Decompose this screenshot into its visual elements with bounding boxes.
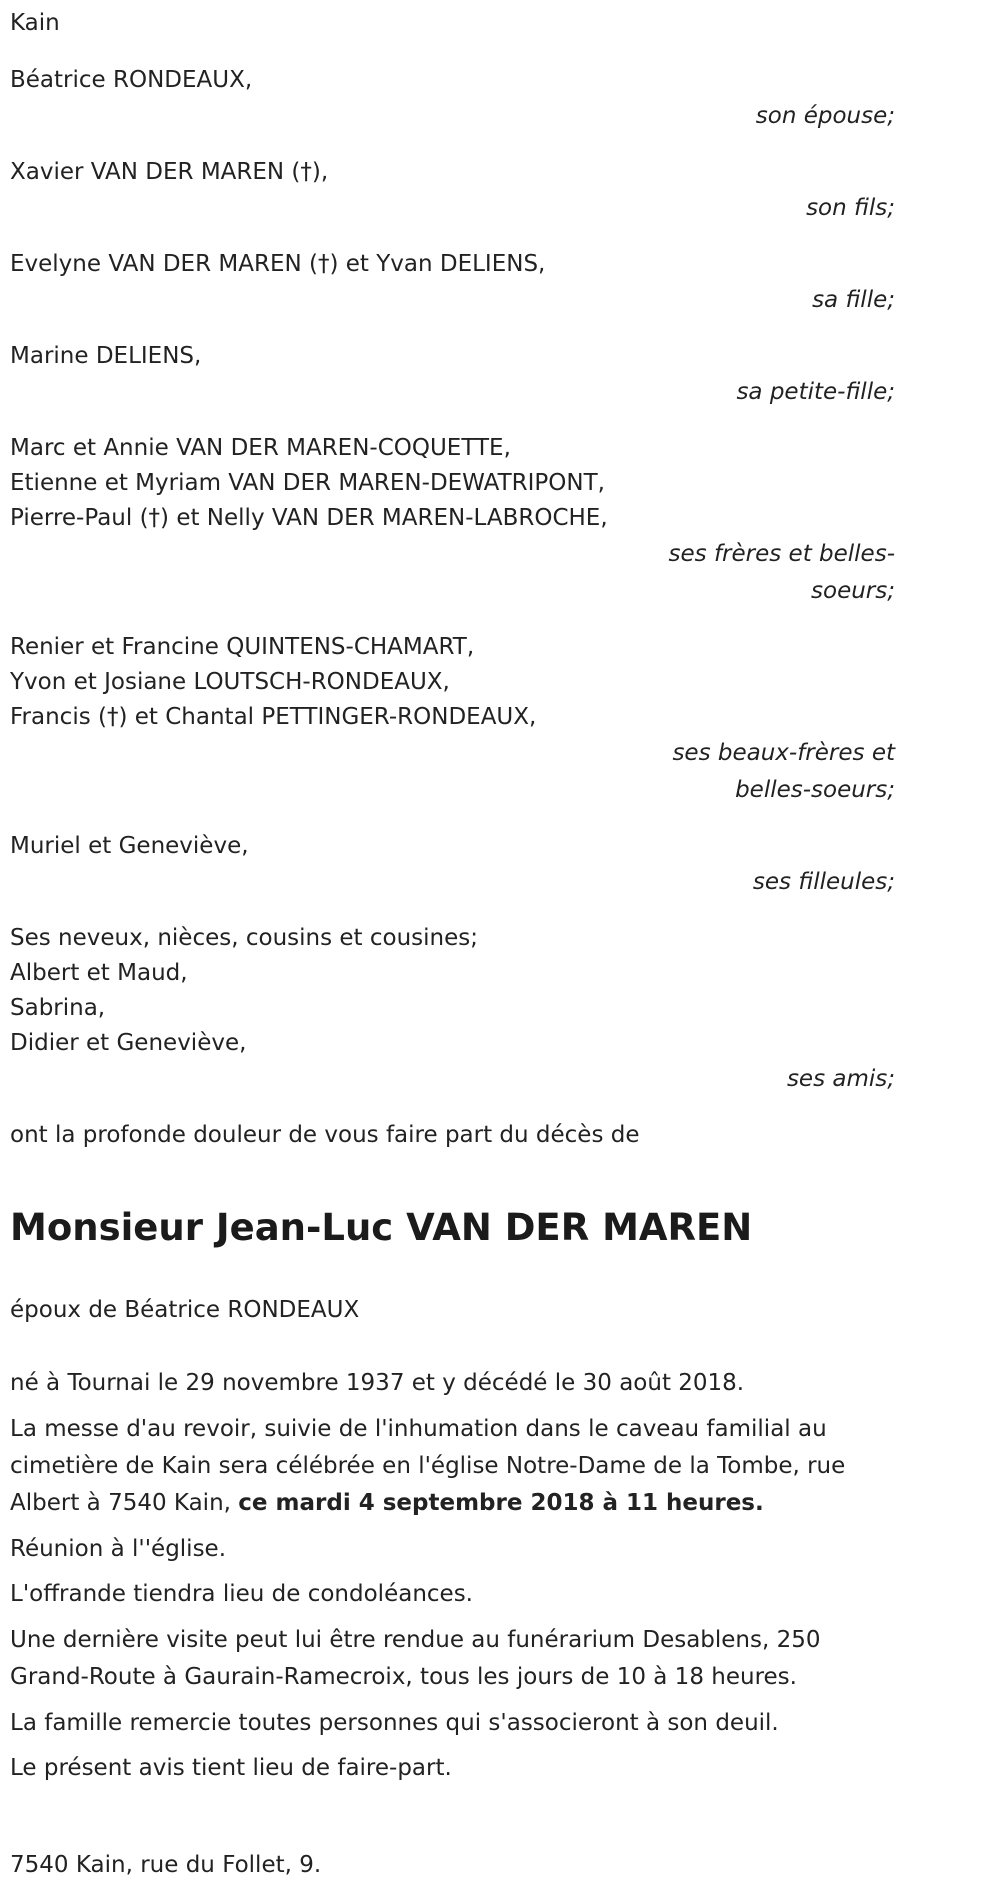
family-relation: ses filleules; <box>752 869 895 895</box>
family-name: Pierre-Paul (†) et Nelly VAN DER MAREN-LABROCHE, <box>10 505 608 531</box>
offrande-line: L'offrande tiendra lieu de condoléances. <box>10 1581 473 1607</box>
family-relation: ses frères et belles- soeurs; <box>668 541 895 604</box>
family-relation: son fils; <box>806 195 895 221</box>
family-name: Marine DELIENS, <box>10 343 202 369</box>
address-line: 7540 Kain, rue du Follet, 9. <box>10 1852 322 1878</box>
family-relation: sa fille; <box>812 287 895 313</box>
family-name: Etienne et Myriam VAN DER MAREN-DEWATRIPONT, <box>10 470 605 496</box>
family-group-spouse <box>10 63 895 135</box>
obituary-notice <box>10 6 895 1883</box>
avis-line: Le présent avis tient lieu de faire-part. <box>10 1755 452 1781</box>
family-name: Béatrice RONDEAUX, <box>10 67 253 93</box>
deceased-name: Monsieur Jean-Luc VAN DER MAREN <box>10 1206 753 1249</box>
family-group-granddaughter <box>10 339 895 411</box>
family-name: Albert et Maud, <box>10 960 188 986</box>
thanks-line: La famille remercie toutes personnes qui s'associeront à son deuil. <box>10 1710 779 1736</box>
family-relation: ses beaux-frères et belles-soeurs; <box>672 740 895 803</box>
family-name: Ses neveux, nièces, cousins et cousines; <box>10 925 479 951</box>
family-name: Evelyne VAN DER MAREN (†) et Yvan DELIENS, <box>10 251 546 277</box>
mass-paragraph: La messe d'au revoir, suivie de l'inhumation dans le caveau familial au cimetière de Kain sera célébrée en l'église Notre-Dame de la Tombe, rue Albert à 7540 Kain, ce mardi 4 septembre 2018 à 11 heures. <box>10 1416 846 1516</box>
family-group-in-laws <box>10 630 895 809</box>
family-relation: ses amis; <box>786 1066 895 1092</box>
family-group-son <box>10 155 895 227</box>
family-name: Yvon et Josiane LOUTSCH-RONDEAUX, <box>10 669 450 695</box>
family-name: Xavier VAN DER MAREN (†), <box>10 159 329 185</box>
family-relation: sa petite-fille; <box>736 379 895 405</box>
mass-date: ce mardi 4 septembre 2018 à 11 heures. <box>238 1490 764 1516</box>
place-line: Kain <box>10 10 60 36</box>
family-name: Didier et Geneviève, <box>10 1030 247 1056</box>
announcement-line: ont la profonde douleur de vous faire part du décès de <box>10 1122 640 1148</box>
family-name: Francis (†) et Chantal PETTINGER-RONDEAUX, <box>10 704 537 730</box>
family-name: Sabrina, <box>10 995 106 1021</box>
spouse-line: époux de Béatrice RONDEAUX <box>10 1297 360 1323</box>
family-group-friends <box>10 921 895 1098</box>
family-name: Muriel et Geneviève, <box>10 833 249 859</box>
family-group-daughter <box>10 247 895 319</box>
visit-paragraph: Une dernière visite peut lui être rendue au funérarium Desablens, 250 Grand-Route à Gaurain-Ramecroix, tous les jours de 10 à 18 heures. <box>10 1627 821 1690</box>
family-name: Renier et Francine QUINTENS-CHAMART, <box>10 634 475 660</box>
family-name: Marc et Annie VAN DER MAREN-COQUETTE, <box>10 435 511 461</box>
family-relation: son épouse; <box>755 103 895 129</box>
family-group-siblings <box>10 431 895 610</box>
family-group-goddaughters <box>10 829 895 901</box>
birth-death-line: né à Tournai le 29 novembre 1937 et y décédé le 30 août 2018. <box>10 1370 745 1396</box>
reunion-line: Réunion à l''église. <box>10 1536 227 1562</box>
